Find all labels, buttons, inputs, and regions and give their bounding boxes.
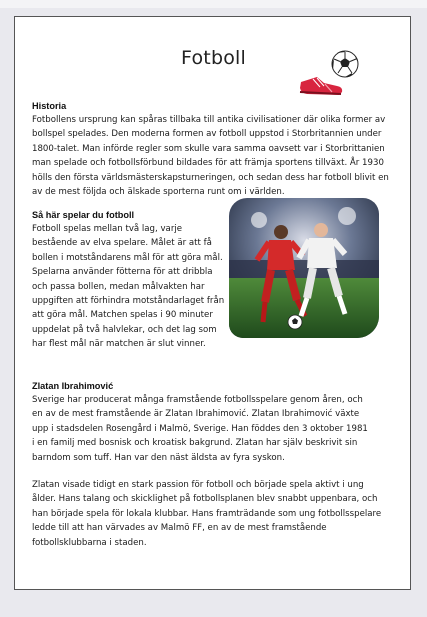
football-players-photo	[229, 198, 379, 338]
history-paragraph	[32, 113, 402, 199]
text-line: barndom som tuff. Han var den näst äldsta av fyra syskon.	[32, 452, 285, 463]
section-heading-how-to-play: Så här spelar du fotboll	[32, 210, 135, 220]
text-line: har flest mål när matchen är slut vinner.	[32, 339, 206, 350]
text-line: han började spela för lokala klubbar. Hans framträdande som ung fotbollsspelare	[32, 508, 382, 519]
text-line: uppdelat på två halvlekar, och det lag som	[32, 324, 217, 335]
text-line: bollspel spelades. Den moderna formen av fotboll uppstod i Storbritannien under	[32, 129, 382, 140]
text-line: Spelarna använder fötterna för att dribbla	[32, 267, 213, 278]
document-title: Fotboll	[181, 47, 246, 69]
text-line: hölls den första världsmästerskapsturneringen, och sedan dess har fotboll blivit en	[32, 172, 389, 183]
top-bar	[0, 0, 427, 8]
text-line: 1800-talet. Man införde regler som skulle vara samma oavsett var i Storbrittanien	[32, 143, 385, 154]
text-line: och passa bollen, medan målvakten har	[32, 281, 205, 292]
text-line: Fotboll spelas mellan två lag, varje	[32, 224, 183, 234]
section-heading-history: Historia	[32, 101, 67, 111]
text-line: bollen i motståndarens mål för att göra mål.	[32, 252, 223, 263]
football-boot-and-ball-icon	[297, 48, 361, 98]
text-line: i en familj med bosnisk och kroatisk bakgrund. Zlatan har själv beskrivit sin	[32, 438, 358, 449]
text-line: bestående av elva spelare. Målet är att få	[32, 238, 212, 249]
text-line: upp i stadsdelen Rosengård i Malmö, Sverige. Han föddes den 3 oktober 1981	[32, 423, 368, 434]
text-line: ledde till att han värvades av Malmö FF, en av de mest framstående	[32, 523, 327, 534]
text-line: Zlatan visade tidigt en stark passion för fotboll och började spela aktivt i ung	[32, 480, 364, 490]
text-line: ålder. Hans talang och skicklighet på fotbollsplanen blev snabbt uppenbara, och	[32, 494, 378, 505]
how-to-play-paragraph	[32, 222, 237, 352]
section-heading-zlatan: Zlatan Ibrahimović	[32, 381, 114, 391]
zlatan-paragraph-2	[32, 478, 402, 550]
zlatan-paragraph-1	[32, 393, 402, 465]
text-line: en av de mest framstående är Zlatan Ibrahimović. Zlatan Ibrahimović växte	[32, 409, 360, 420]
text-line: uppgiften att förhindra motståndarlaget från	[32, 296, 225, 307]
text-line: Sverige har producerat många framstående fotbollsspelare genom åren, och	[32, 395, 363, 405]
document-page	[14, 16, 411, 590]
text-line: man spelade och fotbollsförbund bildades för att främja sportens tillväxt. År 1930	[32, 158, 384, 169]
text-line: fotbollsklubbarna i staden.	[32, 537, 147, 548]
text-line: Fotbollens ursprung kan spåras tillbaka till antika civilisationer där olika former av	[32, 115, 386, 125]
text-line: att göra mål. Matchen spelas i 90 minuter	[32, 310, 213, 321]
text-line: av de mest följda och älskade sporterna runt om i världen.	[32, 187, 285, 198]
